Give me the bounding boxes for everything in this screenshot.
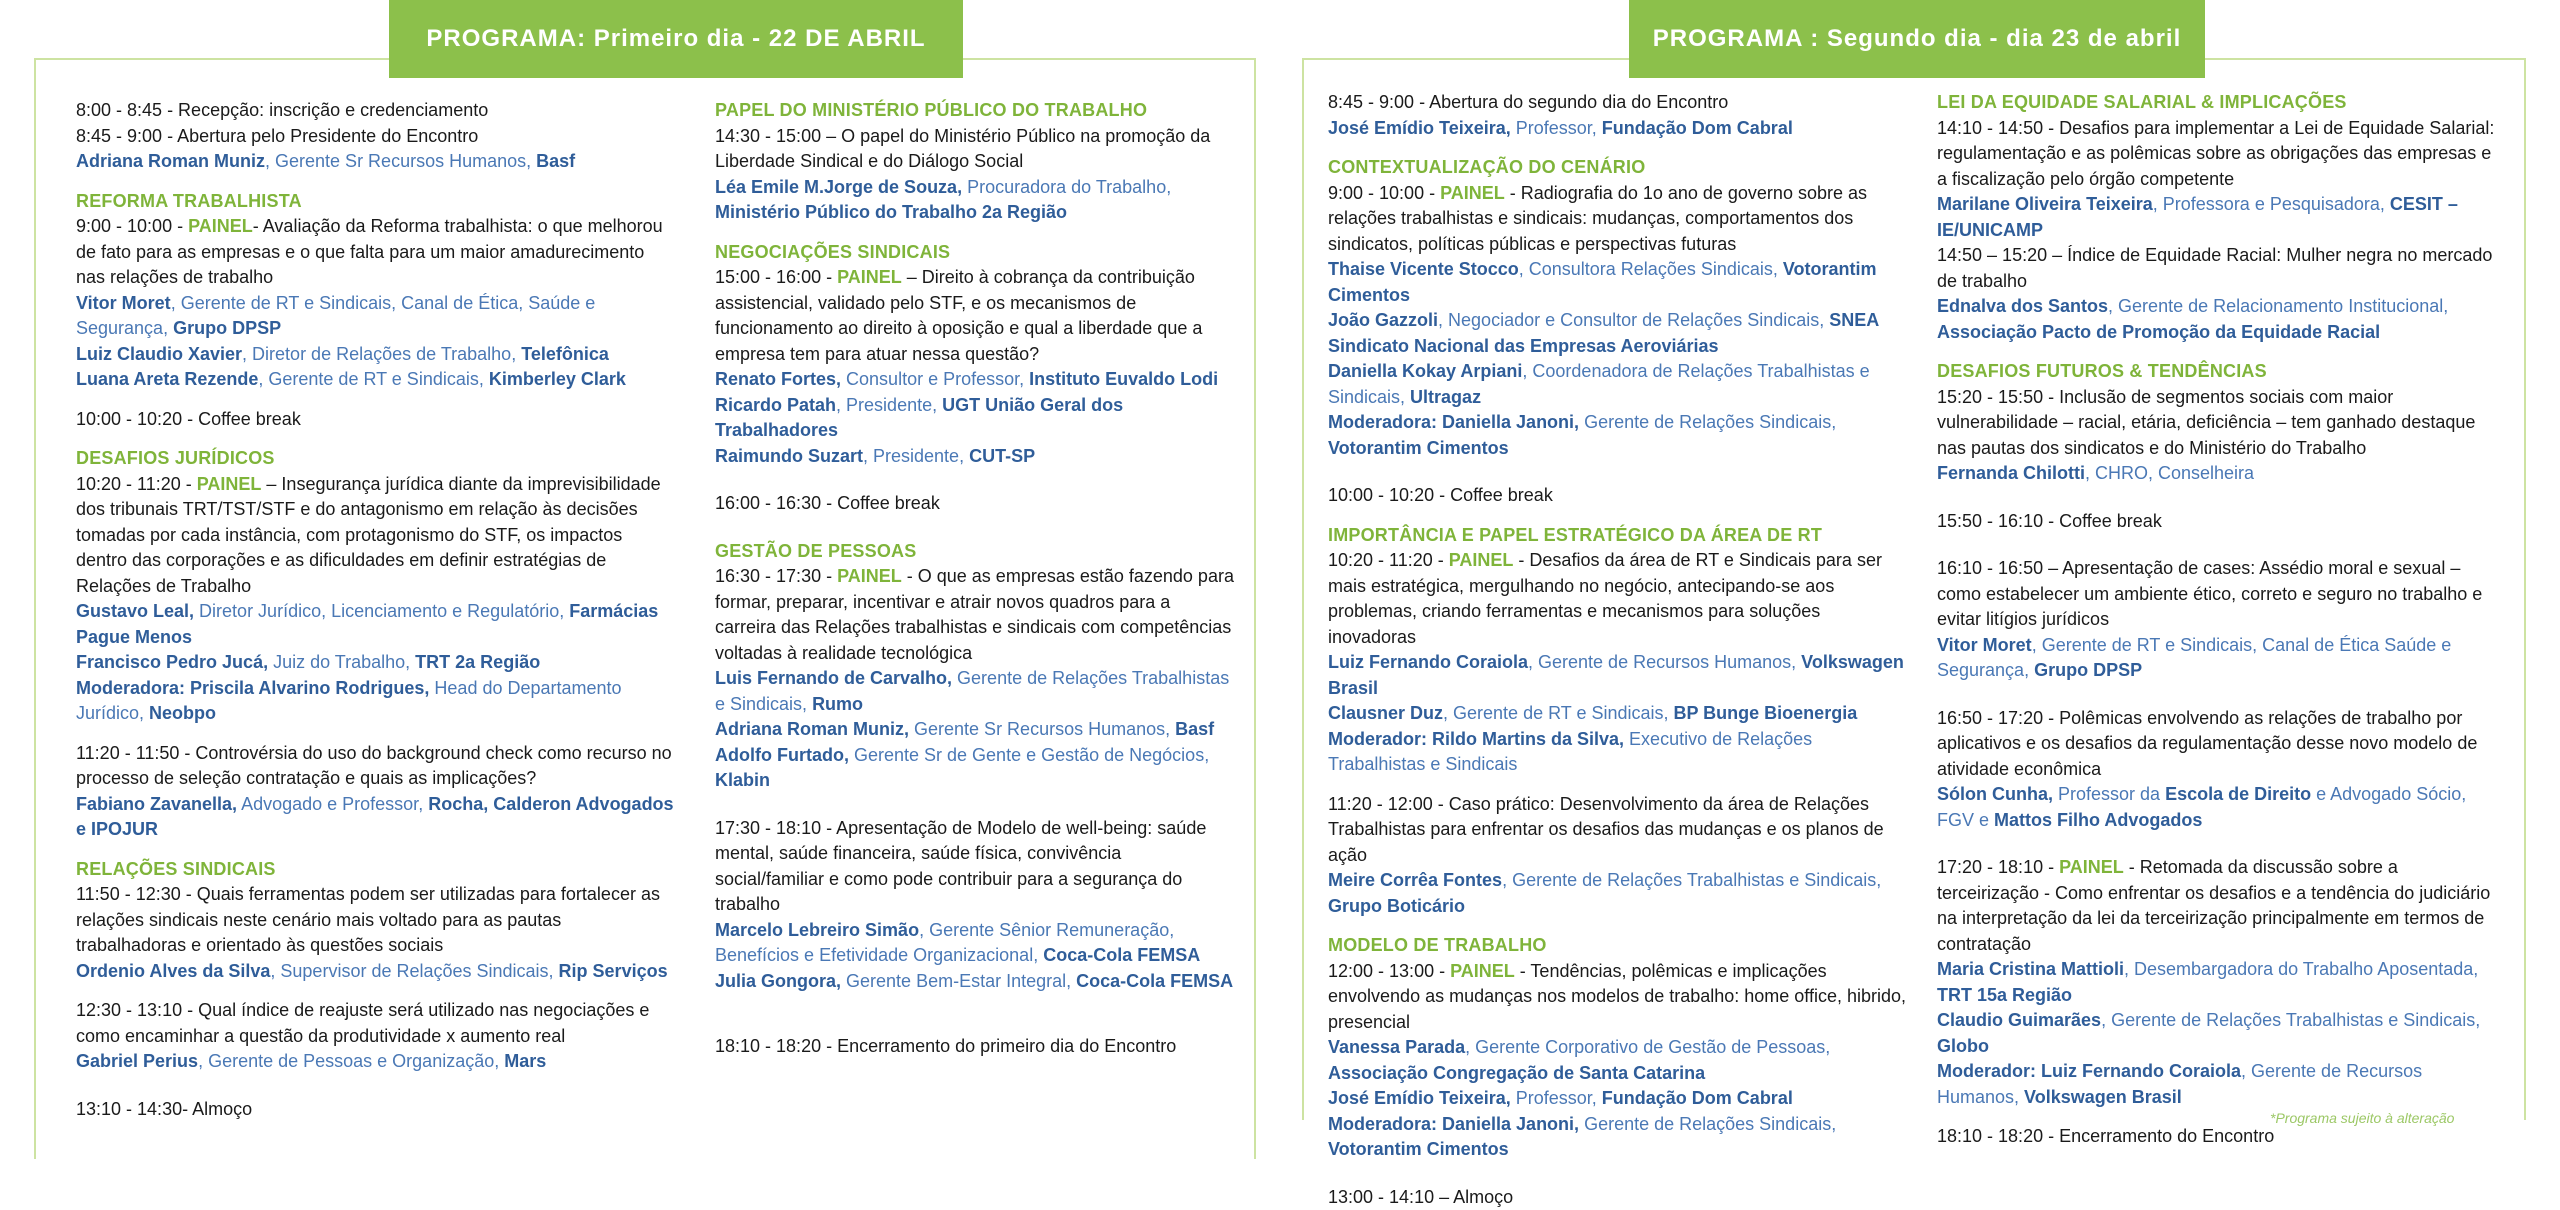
speaker-org: Ministério Público do Trabalho 2a Região xyxy=(715,202,1067,222)
speaker xyxy=(76,959,676,985)
day2-column-right xyxy=(1937,90,2497,1150)
speaker xyxy=(76,342,676,368)
session-text: - O que as empresas estão fazendo para formar, preparar, incentivar e atrair novos quadros para a carreira das Relações trabalhistas e sindicais com competências voltadas à realidade tecnológica xyxy=(715,566,1234,663)
speaker-name: Moderadora: Priscila Alvarino Rodrigues, xyxy=(76,678,429,698)
speaker-name: Moderadora: Daniella Janoni, xyxy=(1328,412,1579,432)
speaker xyxy=(76,1049,676,1075)
speaker-role: Juiz do Trabalho, xyxy=(268,652,415,672)
closing-line: 18:10 - 18:20 - Encerramento do Encontro xyxy=(1937,1124,2497,1150)
speaker-org: TRT 2a Região xyxy=(415,652,540,672)
day2-header: PROGRAMA : Segundo dia - dia 23 de abril xyxy=(1629,0,2205,78)
section-title: RELAÇÕES SINDICAIS xyxy=(76,857,676,883)
session-text: - Retomada da discussão sobre a terceirização - Como enfrentar os desafios e a tendência do judiciário na interpretação da lei da terceirização principalmente em termos de contratação xyxy=(1937,857,2490,954)
speaker-org: Votorantim Cimentos xyxy=(1328,1139,1509,1159)
session: 16:50 - 17:20 - Polêmicas envolvendo as relações de trabalho por aplicativos e os desafios da regulamentação desse novo modelo de atividade econômica xyxy=(1937,706,2497,783)
speaker xyxy=(715,666,1235,717)
speaker-role: e Advogado Sócio, FGV e xyxy=(1937,784,2466,830)
speaker-org: Votorantim Cimentos xyxy=(1328,259,1877,305)
speaker-role: , Gerente de Pessoas e Organização, xyxy=(198,1051,504,1071)
section-title: MODELO DE TRABALHO xyxy=(1328,933,1908,959)
session xyxy=(1328,548,1908,650)
speaker-org: Fundação Dom Cabral xyxy=(1602,1088,1793,1108)
day1-column-right xyxy=(715,98,1235,1060)
speaker xyxy=(1328,359,1908,410)
speaker xyxy=(1328,1086,1908,1112)
speaker-role: Gerente de Relações Sindicais, xyxy=(1579,412,1836,432)
speaker xyxy=(1328,650,1908,701)
speaker-org: Instituto Euvaldo Lodi xyxy=(1029,369,1218,389)
footnote: *Programa sujeito à alteração xyxy=(2270,1110,2454,1126)
lunch: 13:10 - 14:30- Almoço xyxy=(76,1097,676,1123)
speaker-name: Léa Emile M.Jorge de Souza, xyxy=(715,177,962,197)
session xyxy=(76,214,676,291)
session-text: - Desafios da área de RT e Sindicais para ser mais estratégica, mergulhando no negócio, antecipando-se aos problemas, criando ferramentas e mecanismos para soluções inovadoras xyxy=(1328,550,1882,647)
speaker-name: José Emídio Teixeira, xyxy=(1328,1088,1511,1108)
speaker-org: Grupo DPSP xyxy=(173,318,281,338)
session xyxy=(76,472,676,600)
speaker-org: Kimberley Clark xyxy=(489,369,626,389)
speaker xyxy=(1328,1035,1908,1086)
session-text: – Insegurança jurídica diante da imprevisibilidade dos tribunais TRT/TST/STF e do antagonismo em relação às decisões tomadas por cada instância, com protagonismo do STF, os impactos dentro das corporações e as dificuldades em definir estratégias de Relações de Trabalho xyxy=(76,474,661,596)
day1-column-left xyxy=(76,98,676,1122)
speaker-role: , Presidente, xyxy=(836,395,942,415)
speaker-name: Vitor Moret xyxy=(1937,635,2032,655)
section-title: NEGOCIAÇÕES SINDICAIS xyxy=(715,240,1235,266)
speaker-role: Professor da xyxy=(2053,784,2165,804)
speaker-name: Clausner Duz xyxy=(1328,703,1443,723)
section-title: IMPORTÂNCIA E PAPEL ESTRATÉGICO DA ÁREA DE RT xyxy=(1328,523,1908,549)
speaker-role: Gerente de Relações Trabalhistas e Sindicais, xyxy=(715,668,1229,714)
speaker-role: Gerente Sr Recursos Humanos, xyxy=(909,719,1175,739)
schedule-line: 8:45 - 9:00 - Abertura do segundo dia do Encontro xyxy=(1328,90,1908,116)
speaker-role: Professor, xyxy=(1511,118,1602,138)
speaker-org: Basf xyxy=(536,151,575,171)
speaker xyxy=(1937,1008,2497,1059)
speaker xyxy=(715,393,1235,444)
speaker-role: Gerente Bem-Estar Integral, xyxy=(841,971,1076,991)
speaker-name: Marcelo Lebreiro Simão xyxy=(715,920,919,940)
speaker-org: Volkswagen Brasil xyxy=(1328,652,1904,698)
speaker-role: , Professora e Pesquisadora, xyxy=(2153,194,2390,214)
speaker xyxy=(1937,294,2497,345)
speaker xyxy=(1937,192,2497,243)
speaker xyxy=(76,676,676,727)
session xyxy=(1937,855,2497,957)
coffee-break: 16:00 - 16:30 - Coffee break xyxy=(715,491,1235,517)
speaker-role: , Coordenadora de Relações Trabalhistas e Sindicais, xyxy=(1328,361,1870,407)
session xyxy=(715,265,1235,367)
speaker xyxy=(76,599,676,650)
section-title: DESAFIOS JURÍDICOS xyxy=(76,446,676,472)
section-title: DESAFIOS FUTUROS & TENDÊNCIAS xyxy=(1937,359,2497,385)
speaker-name: Claudio Guimarães xyxy=(1937,1010,2101,1030)
session-text: - Radiografia do 1o ano de governo sobre as relações trabalhistas e sindicais: mudanças, comportamentos dos sindicatos, políticas públicas e perspectivas futuras xyxy=(1328,183,1867,254)
speaker-name: Vitor Moret xyxy=(76,293,171,313)
session-time: 9:00 - 10:00 - xyxy=(76,216,188,236)
panel-tag: PAINEL xyxy=(2059,857,2124,877)
speaker xyxy=(1328,1112,1908,1163)
speaker xyxy=(1328,727,1908,778)
section-title: GESTÃO DE PESSOAS xyxy=(715,539,1235,565)
speaker-name: Gustavo Leal, xyxy=(76,601,194,621)
speaker-role: Consultor e Professor, xyxy=(841,369,1029,389)
session: 15:20 - 15:50 - Inclusão de segmentos sociais com maior vulnerabilidade – racial, etária, deficiência – tem ganhado destaque nas pautas dos sindicatos e do Ministério do Trabalho xyxy=(1937,385,2497,462)
speaker-role: Head do Departamento Jurídico, xyxy=(76,678,622,724)
panel-tag: PAINEL xyxy=(1449,550,1514,570)
session-time: 17:20 - 18:10 - xyxy=(1937,857,2059,877)
session xyxy=(1328,181,1908,258)
section-title: REFORMA TRABALHISTA xyxy=(76,189,676,215)
session xyxy=(715,564,1235,666)
speaker xyxy=(76,650,676,676)
session: 14:10 - 14:50 - Desafios para implementar a Lei de Equidade Salarial: regulamentação e as polêmicas sobre as obrigações das empresas e a fiscalização pelo órgão competente xyxy=(1937,116,2497,193)
speaker-org: Rumo xyxy=(812,694,863,714)
speaker-name: Luiz Claudio Xavier xyxy=(76,344,242,364)
speaker xyxy=(1328,701,1908,727)
session: 12:30 - 13:10 - Qual índice de reajuste será utilizado nas negociações e como encaminhar a questão da produtividade x aumento real xyxy=(76,998,676,1049)
speaker-role: , Diretor de Relações de Trabalho, xyxy=(242,344,521,364)
panel-tag: PAINEL xyxy=(188,216,253,236)
speaker xyxy=(76,792,676,843)
speaker xyxy=(715,969,1235,995)
speaker-role: , Gerente Corporativo de Gestão de Pessoas, xyxy=(1465,1037,1830,1057)
day2-column-left xyxy=(1328,90,1908,1210)
lunch: 13:00 - 14:10 – Almoço xyxy=(1328,1185,1908,1210)
panel-tag: PAINEL xyxy=(1440,183,1505,203)
speaker-org: Klabin xyxy=(715,770,770,790)
speaker-name: Adriana Roman Muniz, xyxy=(715,719,909,739)
speaker-role: , Gerente de Recursos Humanos, xyxy=(1937,1061,2422,1107)
speaker-org: Votorantim Cimentos xyxy=(1328,438,1509,458)
speaker-name: Luiz Fernando Coraiola xyxy=(1328,652,1528,672)
speaker-role: , Gerente de RT e Sindicais, xyxy=(1443,703,1673,723)
speaker-org: Associação Pacto de Promoção da Equidade Racial xyxy=(1937,322,2380,342)
speaker-org: Coca-Cola FEMSA xyxy=(1076,971,1233,991)
speaker xyxy=(1328,410,1908,461)
speaker-org: Globo xyxy=(1937,1036,1989,1056)
speaker-name: Luis Fernando de Carvalho, xyxy=(715,668,952,688)
speaker-name: Maria Cristina Mattioli xyxy=(1937,959,2124,979)
speaker-org: Volkswagen Brasil xyxy=(2024,1087,2182,1107)
speaker-name: Gabriel Perius xyxy=(76,1051,198,1071)
speaker xyxy=(715,918,1235,969)
speaker-name: Daniella Kokay Arpiani xyxy=(1328,361,1522,381)
speaker-role: Professor, xyxy=(1511,1088,1602,1108)
speaker-org: UGT União Geral dos Trabalhadores xyxy=(715,395,1123,441)
session: 14:50 – 15:20 – Índice de Equidade Racial: Mulher negra no mercado de trabalho xyxy=(1937,243,2497,294)
schedule-line: 8:45 - 9:00 - Abertura pelo Presidente do Encontro xyxy=(76,124,676,150)
schedule-line: 8:00 - 8:45 - Recepção: inscrição e credenciamento xyxy=(76,98,676,124)
speaker-name: Marilane Oliveira Teixeira xyxy=(1937,194,2153,214)
speaker-role: Executivo de Relações Trabalhistas e Sindicais xyxy=(1328,729,1812,775)
session-text: - Avaliação da Reforma trabalhista: o que melhorou de fato para as empresas e o que falta para um maior amadurecimento nas relações de trabalho xyxy=(76,216,663,287)
session xyxy=(1328,959,1908,1036)
day1-header: PROGRAMA: Primeiro dia - 22 DE ABRIL xyxy=(389,0,963,78)
speaker-org: Rocha, Calderon Advogados e IPOJUR xyxy=(76,794,674,840)
speaker-role: , Gerente de Relacionamento Institucional, xyxy=(2108,296,2448,316)
speaker-role: , Presidente, xyxy=(863,446,969,466)
speaker-org: Associação Congregação de Santa Catarina xyxy=(1328,1063,1705,1083)
speaker xyxy=(1328,116,1908,142)
speaker xyxy=(1937,957,2497,1008)
session: 17:30 - 18:10 - Apresentação de Modelo de well-being: saúde mental, saúde financeira, saúde física, convivência social/familiar e como pode contribuir para a segurança do trabalho xyxy=(715,816,1235,918)
section-title: CONTEXTUALIZAÇÃO DO CENÁRIO xyxy=(1328,155,1908,181)
speaker-role: , Supervisor de Relações Sindicais, xyxy=(270,961,558,981)
session-time: 10:20 - 11:20 - xyxy=(1328,550,1449,570)
speaker-org: SNEA Sindicato Nacional das Empresas Aeroviárias xyxy=(1328,310,1879,356)
speaker xyxy=(76,291,676,342)
speaker xyxy=(1937,461,2497,487)
speaker xyxy=(1937,1059,2497,1110)
speaker-org: Grupo Boticário xyxy=(1328,896,1465,916)
speaker-name: Adolfo Furtado, xyxy=(715,745,849,765)
panel-tag: PAINEL xyxy=(1450,961,1515,981)
speaker xyxy=(1328,308,1908,359)
speaker-org: Telefônica xyxy=(521,344,609,364)
speaker-name: Luana Areta Rezende xyxy=(76,369,258,389)
speaker-name: Ednalva dos Santos xyxy=(1937,296,2108,316)
speaker-name: Renato Fortes, xyxy=(715,369,841,389)
speaker-name: Fabiano Zavanella, xyxy=(76,794,237,814)
coffee-break: 15:50 - 16:10 - Coffee break xyxy=(1937,509,2497,535)
speaker-role: Diretor Jurídico, Licenciamento e Regulatório, xyxy=(194,601,569,621)
speaker-org: Mars xyxy=(504,1051,546,1071)
speaker-name: Fernanda Chilotti xyxy=(1937,463,2085,483)
panel-tag: PAINEL xyxy=(837,566,902,586)
speaker-org: BP Bunge Bioenergia xyxy=(1674,703,1858,723)
speaker xyxy=(1937,633,2497,684)
speaker-org: Neobpo xyxy=(149,703,216,723)
speaker-role: , Gerente de Recursos Humanos, xyxy=(1528,652,1801,672)
speaker xyxy=(1328,257,1908,308)
speaker xyxy=(715,717,1235,743)
speaker-name: Vanessa Parada xyxy=(1328,1037,1465,1057)
speaker-org: CESIT – IE/UNICAMP xyxy=(1937,194,2458,240)
speaker-name: Ordenio Alves da Silva xyxy=(76,961,270,981)
speaker-name: Moderadora: Daniella Janoni, xyxy=(1328,1114,1579,1134)
session-time: 15:00 - 16:00 - xyxy=(715,267,837,287)
closing-line: 18:10 - 18:20 - Encerramento do primeiro dia do Encontro xyxy=(715,1034,1235,1060)
speaker-role: , CHRO, Conselheira xyxy=(2085,463,2254,483)
speaker-org: Farmácias Pague Menos xyxy=(76,601,658,647)
coffee-break: 10:00 - 10:20 - Coffee break xyxy=(76,407,676,433)
speaker-org: Escola de Direito xyxy=(2165,784,2311,804)
speaker-name: Moderador: Rildo Martins da Silva, xyxy=(1328,729,1624,749)
speaker-role: Gerente de Relações Sindicais, xyxy=(1579,1114,1836,1134)
coffee-break: 10:00 - 10:20 - Coffee break xyxy=(1328,483,1908,509)
speaker xyxy=(1937,782,2497,833)
panel-tag: PAINEL xyxy=(197,474,262,494)
speaker-role: Gerente Sr de Gente e Gestão de Negócios, xyxy=(849,745,1209,765)
speaker-name: Sólon Cunha, xyxy=(1937,784,2053,804)
speaker xyxy=(1328,868,1908,919)
speaker-name: João Gazzoli xyxy=(1328,310,1438,330)
session-time: 10:20 - 11:20 - xyxy=(76,474,197,494)
speaker-name: Adriana Roman Muniz xyxy=(76,151,265,171)
speaker-org: CUT-SP xyxy=(969,446,1035,466)
speaker xyxy=(715,444,1235,470)
speaker xyxy=(715,743,1235,794)
speaker-org: Basf xyxy=(1175,719,1214,739)
speaker-name: Meire Corrêa Fontes xyxy=(1328,870,1502,890)
section-title: PAPEL DO MINISTÉRIO PÚBLICO DO TRABALHO xyxy=(715,98,1235,124)
speaker-org: Fundação Dom Cabral xyxy=(1602,118,1793,138)
speaker xyxy=(715,175,1235,226)
session-time: 16:30 - 17:30 - xyxy=(715,566,837,586)
speaker-org: Rip Serviços xyxy=(559,961,668,981)
speaker-role: , Negociador e Consultor de Relações Sindicais, xyxy=(1438,310,1829,330)
speaker-org: TRT 15a Região xyxy=(1937,985,2072,1005)
session-text: - Tendências, polêmicas e implicações envolvendo as mudanças nos modelos de trabalho: home office, hibrido, presencial xyxy=(1328,961,1906,1032)
speaker-role: , Consultora Relações Sindicais, xyxy=(1519,259,1783,279)
session: 11:50 - 12:30 - Quais ferramentas podem ser utilizadas para fortalecer as relações sindicais neste cenário mais voltado para as pautas trabalhadoras e orientado às questões sociais xyxy=(76,882,676,959)
session: 14:30 - 15:00 – O papel do Ministério Público na promoção da Liberdade Sindical e do Diálogo Social xyxy=(715,124,1235,175)
speaker xyxy=(76,367,676,393)
session-time: 9:00 - 10:00 - xyxy=(1328,183,1440,203)
speaker-org: Coca-Cola FEMSA xyxy=(1043,945,1200,965)
section-title: LEI DA EQUIDADE SALARIAL & IMPLICAÇÕES xyxy=(1937,90,2497,116)
session: 16:10 - 16:50 – Apresentação de cases: Assédio moral e sexual – como estabelecer um ambiente ético, correto e seguro no trabalho e evitar litígios jurídicos xyxy=(1937,556,2497,633)
speaker xyxy=(715,367,1235,393)
speaker-role: Procuradora do Trabalho, xyxy=(962,177,1171,197)
speaker-name: Moderador: Luiz Fernando Coraiola xyxy=(1937,1061,2241,1081)
session: 11:20 - 12:00 - Caso prático: Desenvolvimento da área de Relações Trabalhistas para enfrentar os desafios das mudanças e os planos de ação xyxy=(1328,792,1908,869)
speaker-role: , Gerente de Relações Trabalhistas e Sindicais, xyxy=(1502,870,1881,890)
speaker-org: Mattos Filho Advogados xyxy=(1994,810,2202,830)
panel-tag: PAINEL xyxy=(837,267,902,287)
speaker-name: Raimundo Suzart xyxy=(715,446,863,466)
session-text: – Direito à cobrança da contribuição assistencial, validado pelo STF, e os mecanismos de funcionamento ao direito à oposição e qual a liberdade que a empresa tem para atuar nessa questão? xyxy=(715,267,1202,364)
speaker-name: Francisco Pedro Jucá, xyxy=(76,652,268,672)
speaker-role: , Desembargadora do Trabalho Aposentada, xyxy=(2124,959,2478,979)
speaker-role: Advogado e Professor, xyxy=(237,794,428,814)
speaker-org: Grupo DPSP xyxy=(2034,660,2142,680)
speaker-role: , Gerente de Relações Trabalhistas e Sindicais, xyxy=(2101,1010,2480,1030)
speaker-role: , Gerente de RT e Sindicais, Canal de Ética Saúde e Segurança, xyxy=(1937,635,2451,681)
speaker-role: , Gerente Sr Recursos Humanos, xyxy=(265,151,536,171)
speaker xyxy=(76,149,676,175)
speaker-name: Thaise Vicente Stocco xyxy=(1328,259,1519,279)
speaker-org: Ultragaz xyxy=(1410,387,1481,407)
session-time: 12:00 - 13:00 - xyxy=(1328,961,1450,981)
session: 11:20 - 11:50 - Controvérsia do uso do background check como recurso no processo de seleção contratação e quais as implicações? xyxy=(76,741,676,792)
speaker-role: , Gerente de RT e Sindicais, xyxy=(258,369,488,389)
speaker-name: Julia Gongora, xyxy=(715,971,841,991)
speaker-role: , Gerente Sênior Remuneração, Benefícios e Efetividade Organizacional, xyxy=(715,920,1174,966)
speaker-name: Ricardo Patah xyxy=(715,395,836,415)
speaker-name: José Emídio Teixeira, xyxy=(1328,118,1511,138)
speaker-role: , Gerente de RT e Sindicais, Canal de Ética, Saúde e Segurança, xyxy=(76,293,595,339)
